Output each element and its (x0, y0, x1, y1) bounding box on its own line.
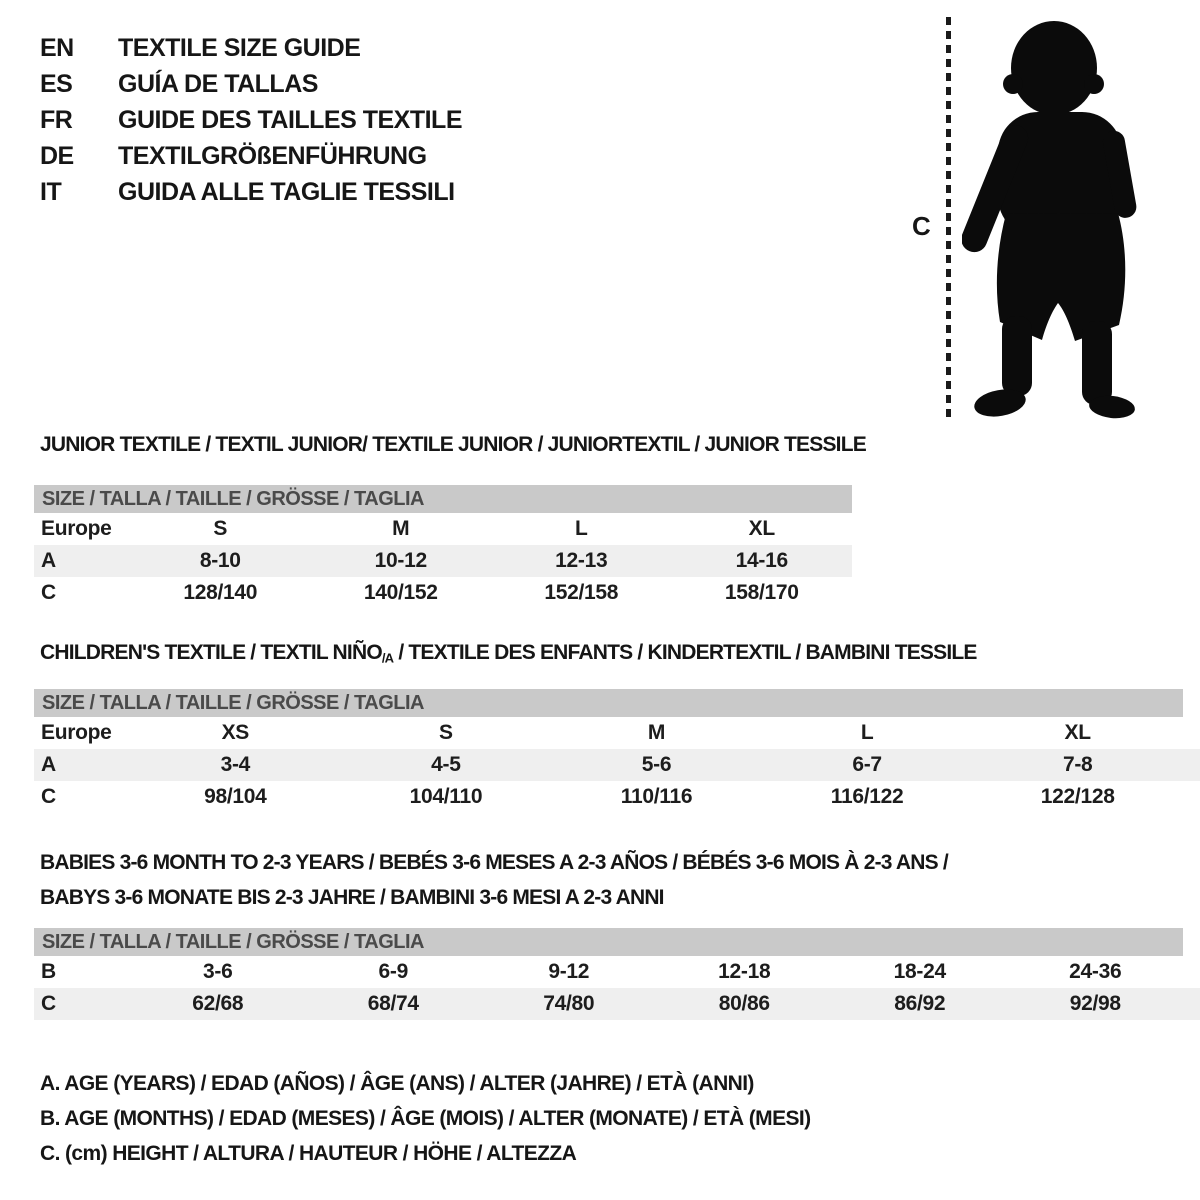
size-value-cell: 7-8 (1062, 753, 1093, 776)
language-row (40, 138, 462, 174)
size-value-cell: 24-36 (1069, 960, 1122, 983)
size-value-cell: XL (748, 517, 775, 540)
size-value-cell: 62/68 (192, 992, 244, 1015)
row-label-cell: C (41, 992, 56, 1015)
table-row (34, 717, 1183, 749)
size-value-cell: 152/158 (544, 581, 619, 604)
table-row (34, 988, 1183, 1020)
language-row (40, 66, 462, 102)
size-value-cell: 86/92 (894, 992, 946, 1015)
row-label-cell: C (41, 581, 56, 604)
size-value-cell: 12-13 (555, 549, 608, 572)
size-value-cell: 4-5 (431, 753, 461, 776)
size-value-cell: 158/170 (724, 581, 799, 604)
size-value-cell: M (392, 517, 410, 540)
table-row (34, 545, 852, 577)
size-value-cell: 6-7 (852, 753, 882, 776)
legend-line-b: B. AGE (MONTHS) / EDAD (MESES) / ÂGE (MOIS) / ALTER (MONATE) / ETÀ (MESI) (40, 1107, 811, 1130)
size-value-cell: 98/104 (204, 785, 267, 808)
size-value-cell: S (439, 721, 453, 744)
table-row (34, 513, 852, 545)
size-value-cell: 80/86 (718, 992, 770, 1015)
table-row (34, 781, 1183, 813)
legend-line-a: A. AGE (YEARS) / EDAD (AÑOS) / ÂGE (ANS) / ALTER (JAHRE) / ETÀ (ANNI) (40, 1072, 754, 1095)
size-value-cell: 9-12 (548, 960, 590, 983)
size-value-cell: 74/80 (543, 992, 595, 1015)
title-text: / TEXTILE DES ENFANTS / KINDERTEXTIL / BAMBINI TESSILE (393, 641, 977, 664)
table-row (34, 577, 852, 609)
language-code: IT (40, 178, 62, 206)
guide-title-de: TEXTILGRÖßENFÜHRUNG (118, 142, 427, 170)
size-value-cell: M (647, 721, 666, 744)
guide-title-fr: GUIDE DES TAILLES TEXTILE (118, 106, 463, 134)
language-list (40, 30, 462, 210)
size-value-cell: 12-18 (718, 960, 771, 983)
guide-title-it: GUIDA ALLE TAGLIE TESSILI (118, 178, 455, 206)
size-value-cell: 104/110 (409, 785, 483, 808)
row-label-cell: Europe (41, 721, 112, 744)
size-value-cell: 5-6 (641, 753, 672, 776)
size-value-cell: 6-9 (378, 960, 408, 983)
title-line-2: BABYS 3-6 MONATE BIS 2-3 JAHRE / BAMBINI 3-6 MESI A 2-3 ANNI (40, 886, 664, 909)
section-title-babies (40, 845, 948, 915)
row-label-cell: A (41, 549, 56, 572)
size-value-cell: 14-16 (735, 549, 788, 572)
language-row (40, 174, 462, 210)
babies-size-table (34, 928, 1183, 1020)
junior-size-table (34, 485, 852, 609)
size-value-cell: 92/98 (1069, 992, 1121, 1015)
legend (40, 1066, 811, 1171)
section-title-junior: JUNIOR TEXTILE / TEXTIL JUNIOR/ TEXTILE JUNIOR / JUNIORTEXTIL / JUNIOR TESSILE (40, 433, 866, 456)
language-code: DE (40, 142, 74, 170)
table-row (34, 956, 1183, 988)
size-value-cell: 110/116 (620, 785, 693, 808)
toddler-silhouette-icon (962, 16, 1142, 421)
language-code: FR (40, 106, 73, 134)
size-value-cell: L (574, 517, 588, 540)
language-row (40, 30, 462, 66)
legend-line-c: C. (cm) HEIGHT / ALTURA / HAUTEUR / HÖHE / ALTEZZA (40, 1142, 577, 1165)
size-value-cell: L (860, 721, 874, 744)
height-marker-label: C (912, 211, 931, 241)
title-text: CHILDREN'S TEXTILE / TEXTIL NIÑO (40, 641, 382, 664)
section-title-children (40, 640, 977, 671)
row-label-cell: B (41, 960, 56, 983)
size-value-cell: 8-10 (199, 549, 241, 572)
table-size-header: SIZE / TALLA / TAILLE / GRÖSSE / TAGLIA (34, 485, 852, 513)
size-value-cell: 116/122 (830, 785, 904, 808)
size-value-cell: 10-12 (374, 549, 427, 572)
size-value-cell: 122/128 (1040, 785, 1115, 808)
guide-title-en: TEXTILE SIZE GUIDE (118, 34, 361, 62)
size-value-cell: XL (1064, 721, 1091, 744)
row-label-cell: A (41, 753, 56, 776)
size-value-cell: 68/74 (367, 992, 419, 1015)
guide-title-es: GUÍA DE TALLAS (118, 70, 318, 98)
language-code: EN (40, 34, 74, 62)
table-size-header: SIZE / TALLA / TAILLE / GRÖSSE / TAGLIA (34, 689, 1183, 717)
height-measure-dashed-line (946, 17, 951, 417)
size-value-cell: 128/140 (183, 581, 258, 604)
language-row (40, 102, 462, 138)
size-value-cell: XS (221, 721, 249, 744)
title-subscript: /A (381, 650, 394, 666)
language-code: ES (40, 70, 73, 98)
size-value-cell: 3-4 (220, 753, 251, 776)
row-label-cell: Europe (41, 517, 112, 540)
size-value-cell: 3-6 (203, 960, 233, 983)
table-row (34, 749, 1183, 781)
row-label-cell: C (41, 785, 56, 808)
size-value-cell: 18-24 (893, 960, 946, 983)
table-size-header: SIZE / TALLA / TAILLE / GRÖSSE / TAGLIA (34, 928, 1183, 956)
size-value-cell: 140/152 (363, 581, 438, 604)
size-value-cell: S (213, 517, 228, 540)
title-line-1: BABIES 3-6 MONTH TO 2-3 YEARS / BEBÉS 3-6 MESES A 2-3 AÑOS / BÉBÉS 3-6 MOIS À 2-3 ANS / (40, 851, 948, 874)
children-size-table (34, 689, 1183, 813)
